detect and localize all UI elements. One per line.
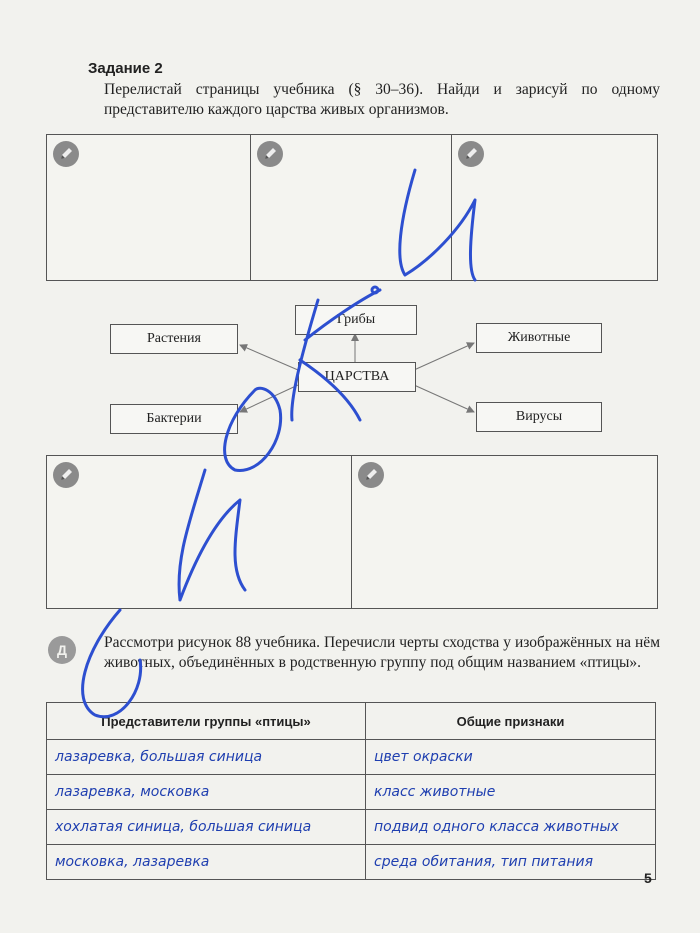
table-cell[interactable]: класс животные [366, 775, 656, 810]
pencil-icon [358, 462, 384, 488]
kingdom-plants-box: Растения [110, 324, 238, 354]
table-header-row [47, 703, 656, 740]
kingdom-bacteria-box: Бактерии [110, 404, 238, 434]
drawing-row-bottom [46, 455, 658, 609]
kingdom-viruses-box: Вирусы [476, 402, 602, 432]
drawing-cell[interactable] [352, 456, 657, 608]
column-header: Представители группы «птицы» [47, 703, 366, 740]
pencil-icon [53, 462, 79, 488]
drawing-cell[interactable] [47, 456, 352, 608]
table-row [47, 740, 656, 775]
table-cell[interactable]: цвет окраски [366, 740, 656, 775]
table-cell[interactable]: лазаревка, московка [47, 775, 366, 810]
kingdom-animals-box: Животные [476, 323, 602, 353]
birds-table [46, 702, 656, 880]
table-cell[interactable]: московка, лазаревка [47, 845, 366, 880]
task-title: Задание 2 [88, 60, 163, 77]
table-row [47, 775, 656, 810]
table-cell[interactable]: лазаревка, большая синица [47, 740, 366, 775]
kingdoms-center-box: ЦАРСТВА [298, 362, 416, 392]
table-cell[interactable]: подвид одного класса животных [366, 810, 656, 845]
table-cell[interactable]: среда обитания, тип питания [366, 845, 656, 880]
page-number: 5 [644, 870, 652, 886]
table-cell[interactable]: хохлатая синица, большая синица [47, 810, 366, 845]
task-text: Перелистай страницы учебника (§ 30–36). Найди и зарисуй по одному представителю каждого царства живых организмов. [104, 81, 660, 118]
table-row [47, 845, 656, 880]
table-row [47, 810, 656, 845]
kingdom-fungi-box: Грибы [295, 305, 417, 335]
column-header: Общие признаки [366, 703, 656, 740]
task2-text: Рассмотри рисунок 88 учебника. Перечисли черты сходства у изображённых на нём животных, объединённых в родственную группу под общим названием «птицы». [104, 634, 660, 671]
task-badge: Д [48, 636, 76, 664]
